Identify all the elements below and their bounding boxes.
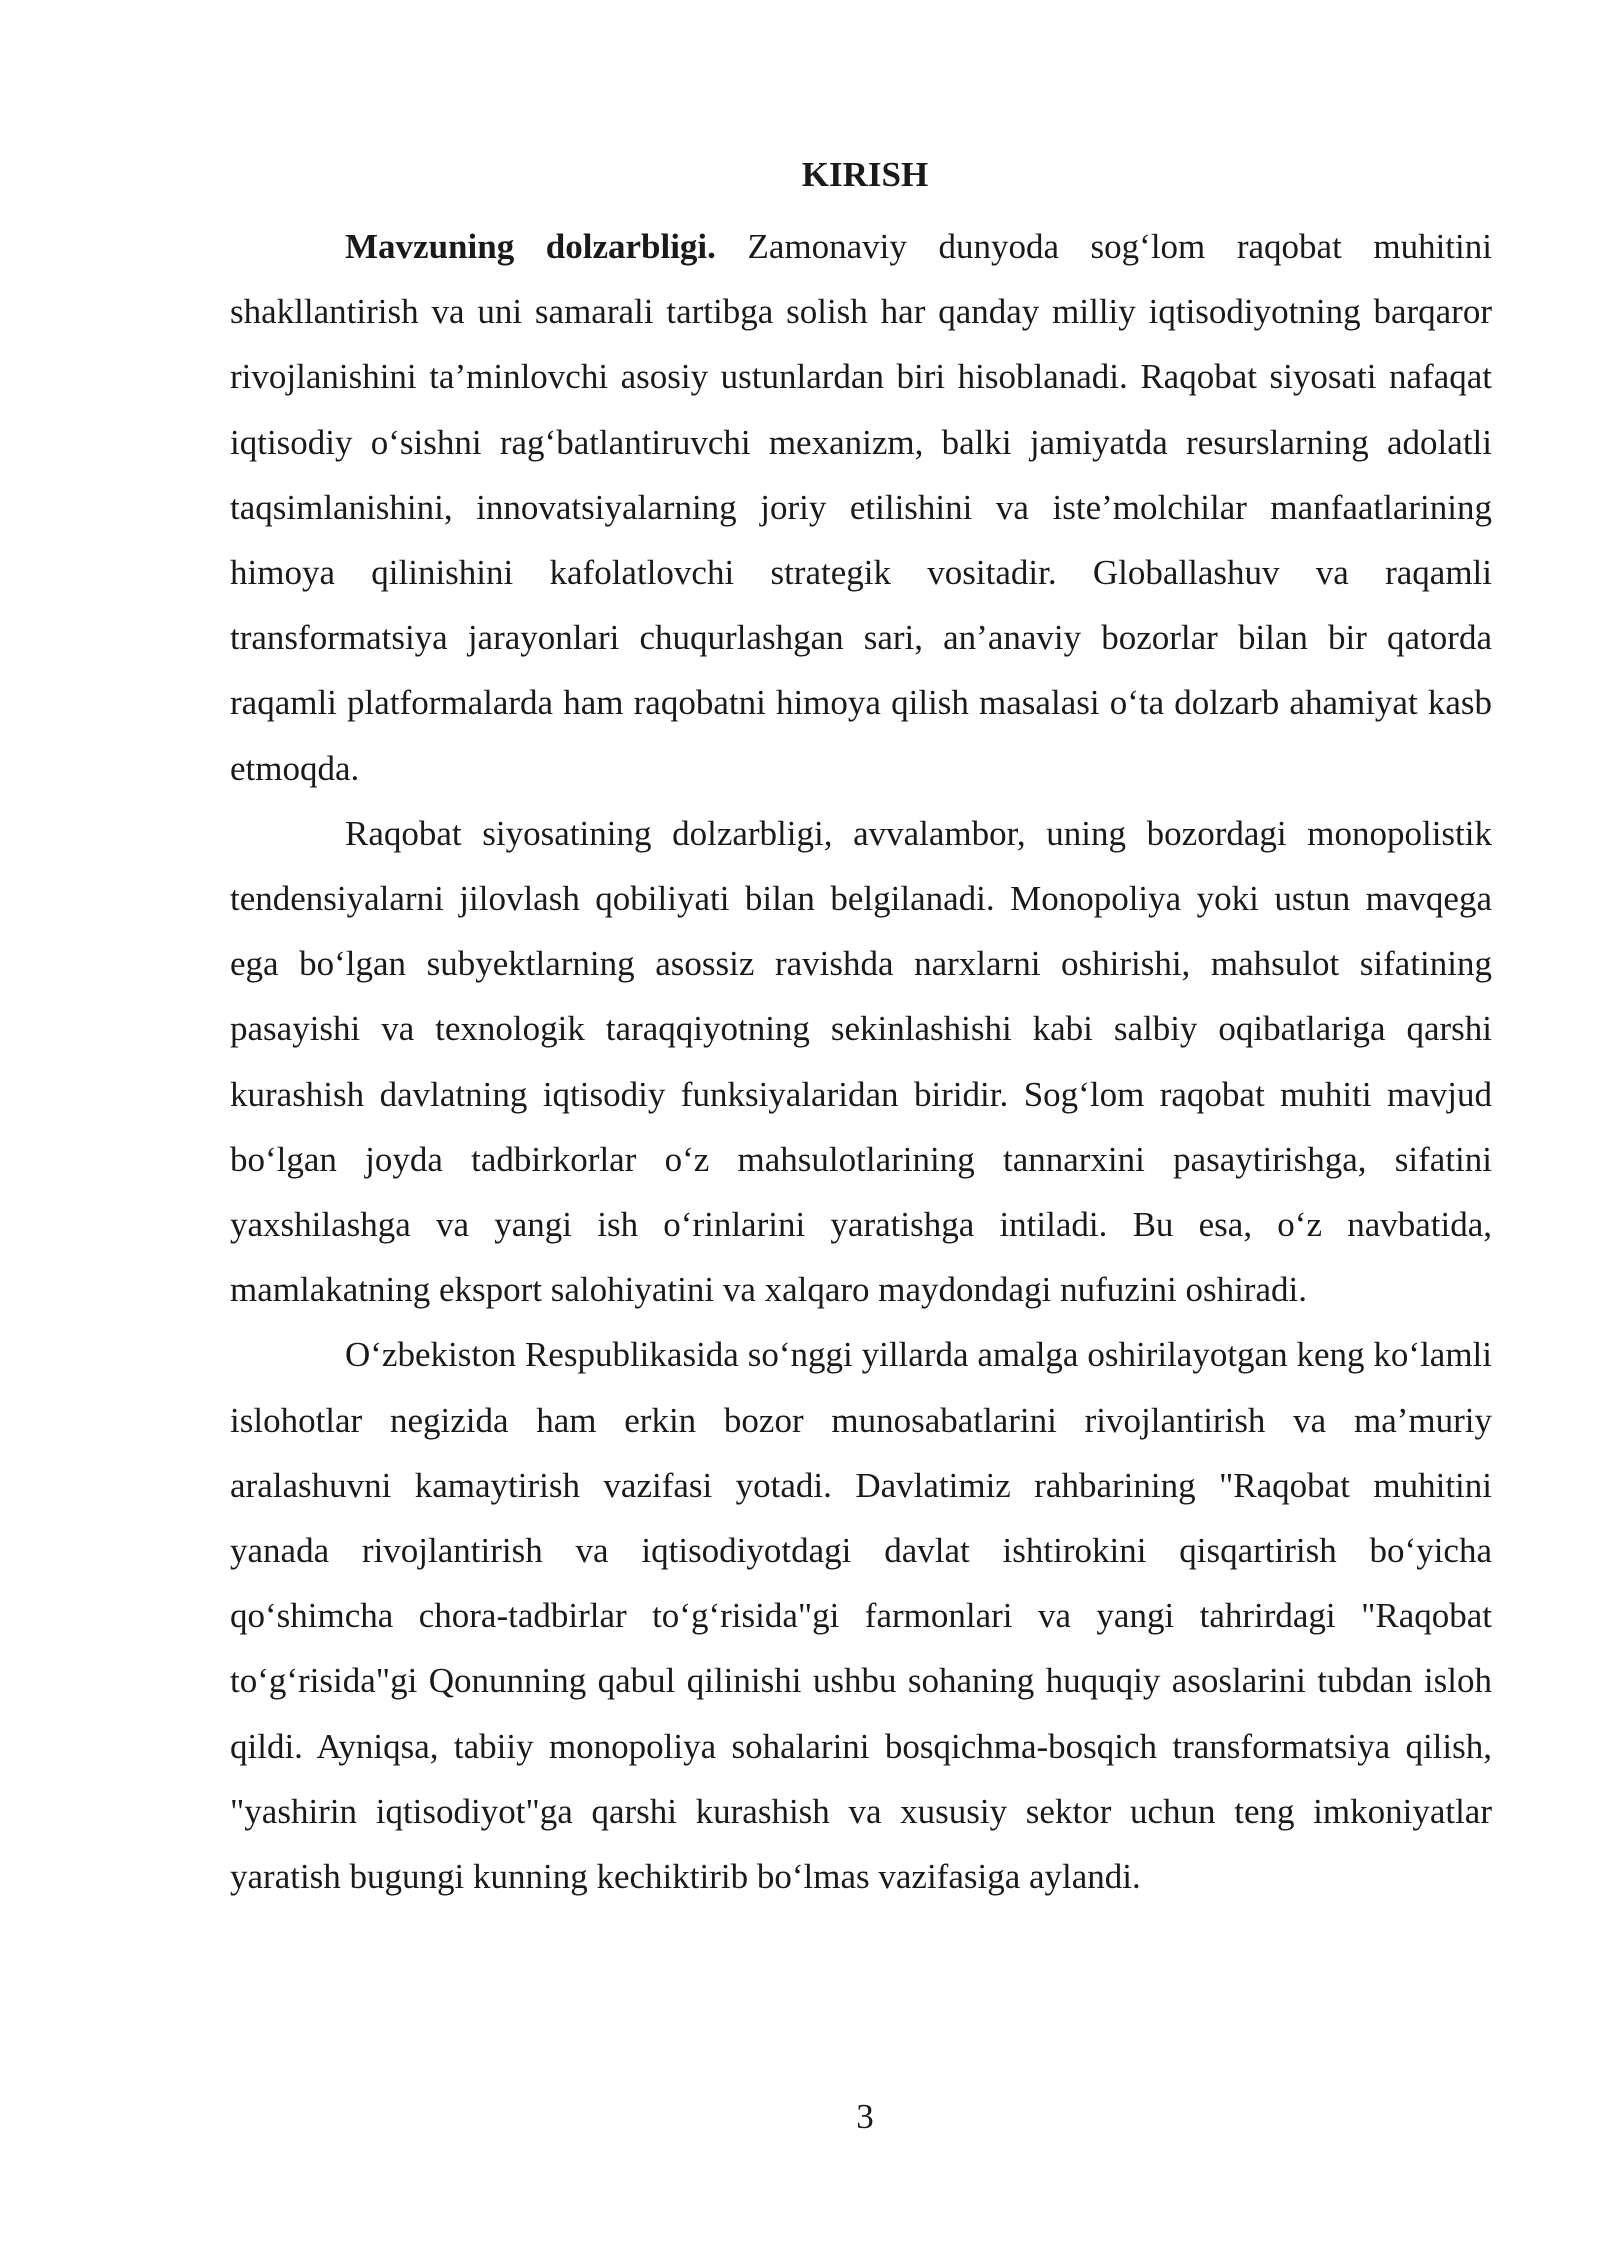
paragraph-competition-policy: Raqobat siyosatining dolzarbligi, avvalambor, uning bozordagi monopolistik tendensiyalarni jilovlash qobiliyati bilan belgilanadi. Monopoliya yoki ustun mavqega ega bo‘lgan subyektlarning asossiz ravishda narxlarni oshirishi, mahsulot sifatining pasayishi va texnologik taraqqiyotning sekinlashishi kabi salbiy oqibatlariga qarshi kurashish davlatning iqtisodiy funksiyalaridan biridir. Sog‘lom raqobat muhiti mavjud bo‘lgan joyda tadbirkorlar o‘z mahsulotlarining tannarxini pasaytirishga, sifatini yaxshilashga va yangi ish o‘rinlarini yaratishga intiladi. Bu esa, o‘z navbatida, mamlakatning eksport salohiyatini va xalqaro maydondagi nufuzini oshiradi. bbox=[230, 813, 1492, 1310]
page-number: 3 bbox=[856, 2097, 874, 2136]
paragraph-uzbekistan-reforms: O‘zbekiston Respublikasida so‘nggi yillarda amalga oshirilayotgan keng ko‘lamli islohotlar negizida ham erkin bozor munosabatlarini rivojlantirish va ma’muriy aralashuvni kamaytirish vazifasi yotadi. Davlatimiz rahbarining "Raqobat muhitini yanada rivojlantirish va iqtisodiyotdagi davlat ishtirokini qisqartirish bo‘yicha qo‘shimcha chora-tadbirlar to‘g‘risida"gi farmonlari va yangi tahrirdagi "Raqobat to‘g‘risida"gi Qonunning qabul qilinishi ushbu sohaning huquqiy asoslarini tubdan isloh qildi. Ayniqsa, tabiiy monopoliya sohalarini bosqichma-bosqich transformatsiya qilish, "yashirin iqtisodiyot"ga qarshi kurashish va xususiy sektor uchun teng imkoniyatlar yaratish bugungi kunning kechiktirib bo‘lmas vazifasiga aylandi. bbox=[230, 1335, 1492, 1897]
paragraph-relevance bbox=[230, 214, 1492, 801]
paragraph-text: Zamonaviy dunyoda sog‘lom raqobat muhitini shakllantirish va uni samarali tartibga solish har qanday milliy iqtisodiyotning barqaror rivojlanishini ta’minlovchi asosiy ustunlardan biri hisoblanadi. Raqobat siyosati nafaqat iqtisodiy o‘sishni rag‘batlantiruvchi mexanizm, balki jamiyatda resurslarning adolatli taqsimlanishini, innovatsiyalarning joriy etilishini va iste’molchilar manfaatlarining himoya qilinishini kafolatlovchi strategik vositadir. Globallashuv va raqamli transformatsiya jarayonlari chuqurlashgan sari, an’anaviy bozorlar bilan bir qatorda raqamli platformalarda ham raqobatni himoya qilish masalasi o‘ta dolzarb ahamiyat kasb etmoqda. bbox=[230, 227, 1492, 788]
section-heading: KIRISH bbox=[801, 155, 929, 194]
document-body bbox=[230, 214, 1492, 1909]
paragraph-lead: Mavzuning dolzarbligi. bbox=[345, 227, 716, 266]
